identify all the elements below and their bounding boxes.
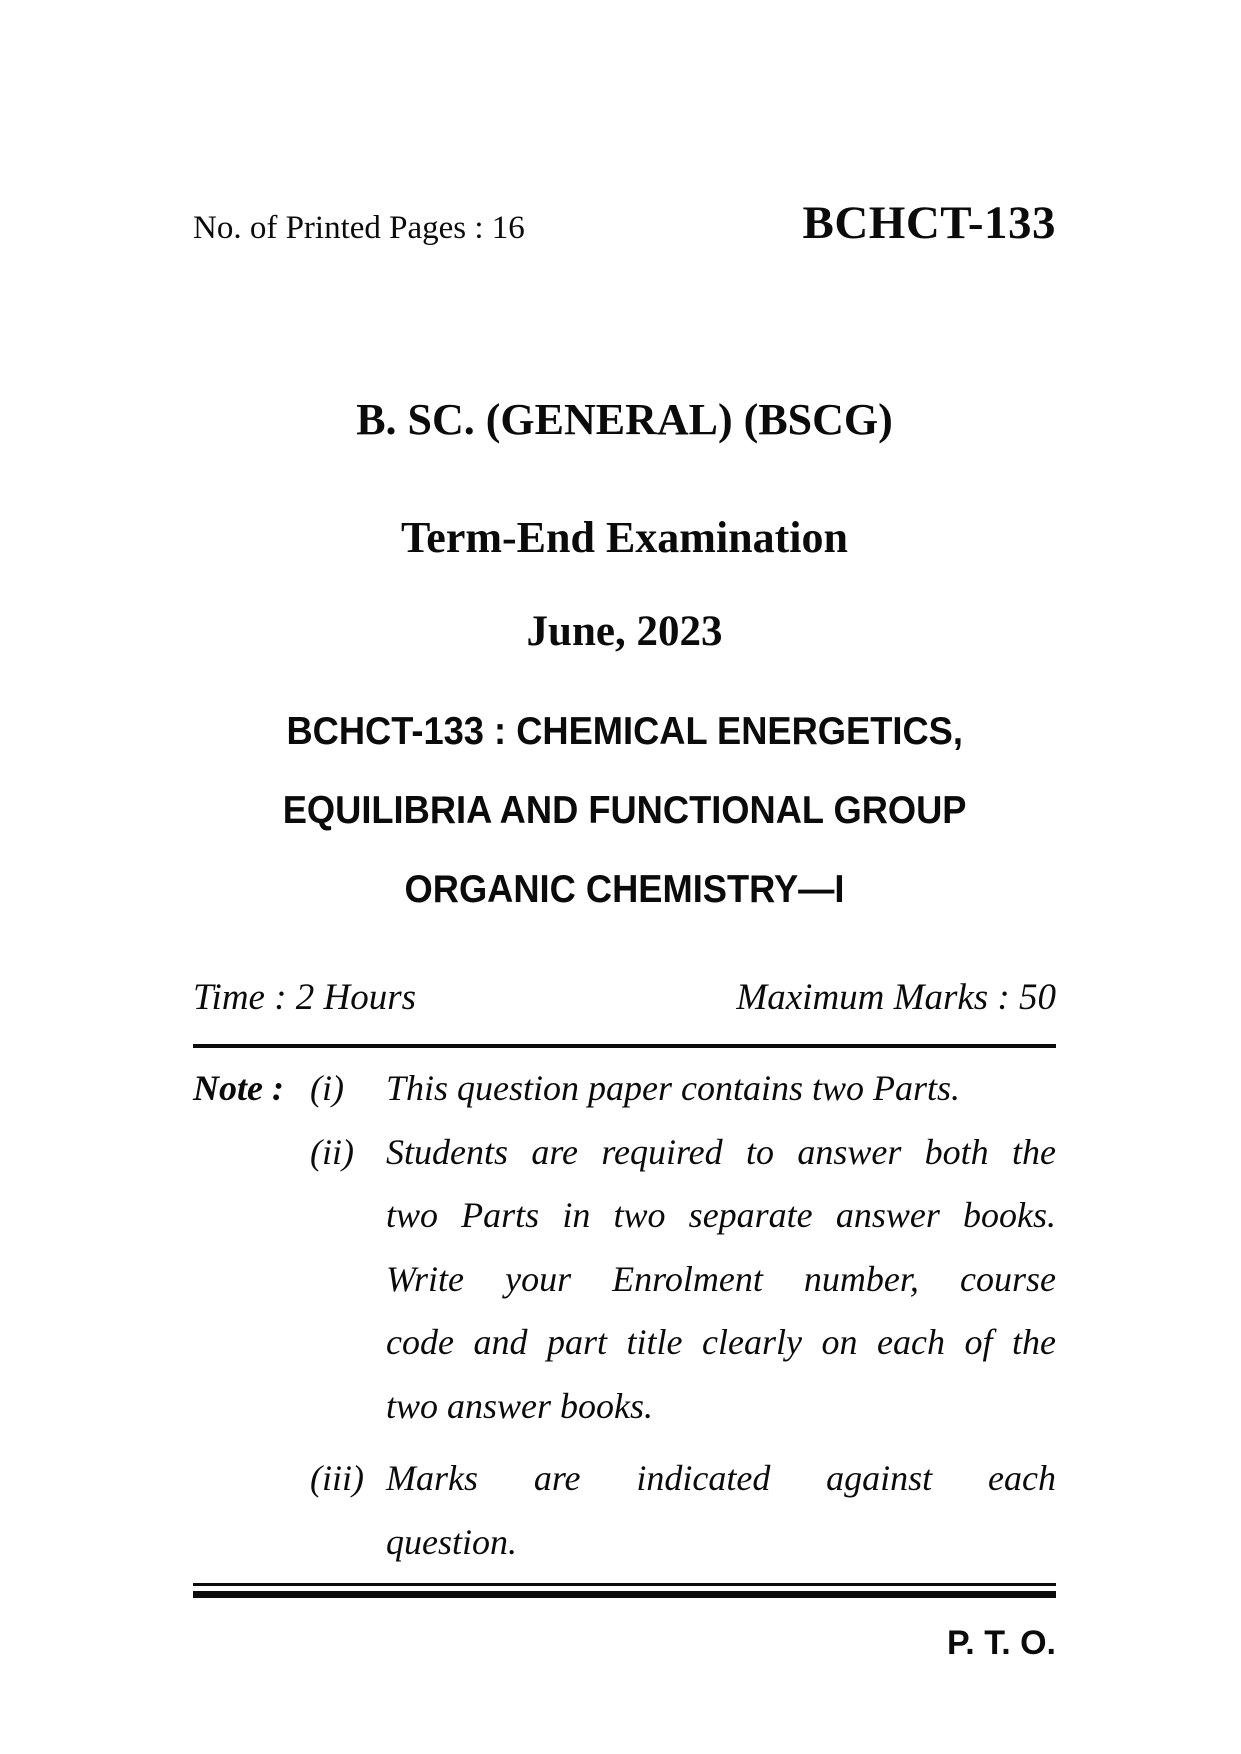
page-content <box>193 0 1056 1754</box>
note-line <box>193 1447 1056 1511</box>
note-text: question. <box>386 1521 517 1562</box>
course-title-line-3 <box>193 870 1056 909</box>
note-line <box>193 1511 1056 1575</box>
note-text: code and part title clearly on each of the <box>386 1322 1056 1362</box>
course-title-line-1 <box>193 712 1056 751</box>
note-line <box>193 1121 1056 1185</box>
note-label: Note : <box>193 1068 284 1108</box>
paper-code: BCHCT-133 <box>802 197 1056 249</box>
note-text: Write your Enrolment number, course <box>386 1258 1056 1299</box>
note-line <box>193 1375 1056 1439</box>
note-item-number: (i) <box>310 1068 344 1108</box>
note-text: two Parts in two separate answer books. <box>386 1195 1056 1235</box>
time-marks-row <box>193 978 1056 1019</box>
page-header <box>193 197 1056 249</box>
maximum-marks: Maximum Marks : 50 <box>736 977 1056 1018</box>
program-title: B. SC. (GENERAL) (BSCG) <box>356 395 893 444</box>
note-text: This question paper contains two Parts. <box>386 1068 961 1108</box>
note-text: two answer books. <box>386 1385 654 1426</box>
course-title-line-3-text: ORGANIC CHEMISTRY—I <box>404 868 845 911</box>
course-title-line-2-text: EQUILIBRIA AND FUNCTIONAL GROUP <box>282 789 967 832</box>
course-title-line-2 <box>193 791 1056 830</box>
note-text: Marks are indicated against each <box>386 1458 1056 1498</box>
printed-pages-label: No. of Printed Pages : 16 <box>193 210 525 246</box>
pto-label: P. T. O. <box>947 1624 1056 1662</box>
exam-title: Term-End Examination <box>400 513 848 562</box>
time-allowed: Time : 2 Hours <box>193 977 417 1018</box>
note-text: Students are required to answer both the <box>386 1131 1056 1172</box>
exam-session: June, 2023 <box>526 608 723 655</box>
note-line <box>193 1184 1056 1248</box>
note-item-number: (ii) <box>310 1131 354 1172</box>
bottom-double-rule <box>193 1583 1056 1598</box>
note-item-number: (iii) <box>310 1458 364 1498</box>
note-line <box>193 1057 1056 1121</box>
course-title-line-1-text: BCHCT-133 : CHEMICAL ENERGETICS, <box>286 710 963 753</box>
note-line <box>193 1311 1056 1375</box>
top-rule <box>193 1044 1056 1048</box>
note-section <box>193 1057 1056 1574</box>
note-line <box>193 1248 1056 1312</box>
